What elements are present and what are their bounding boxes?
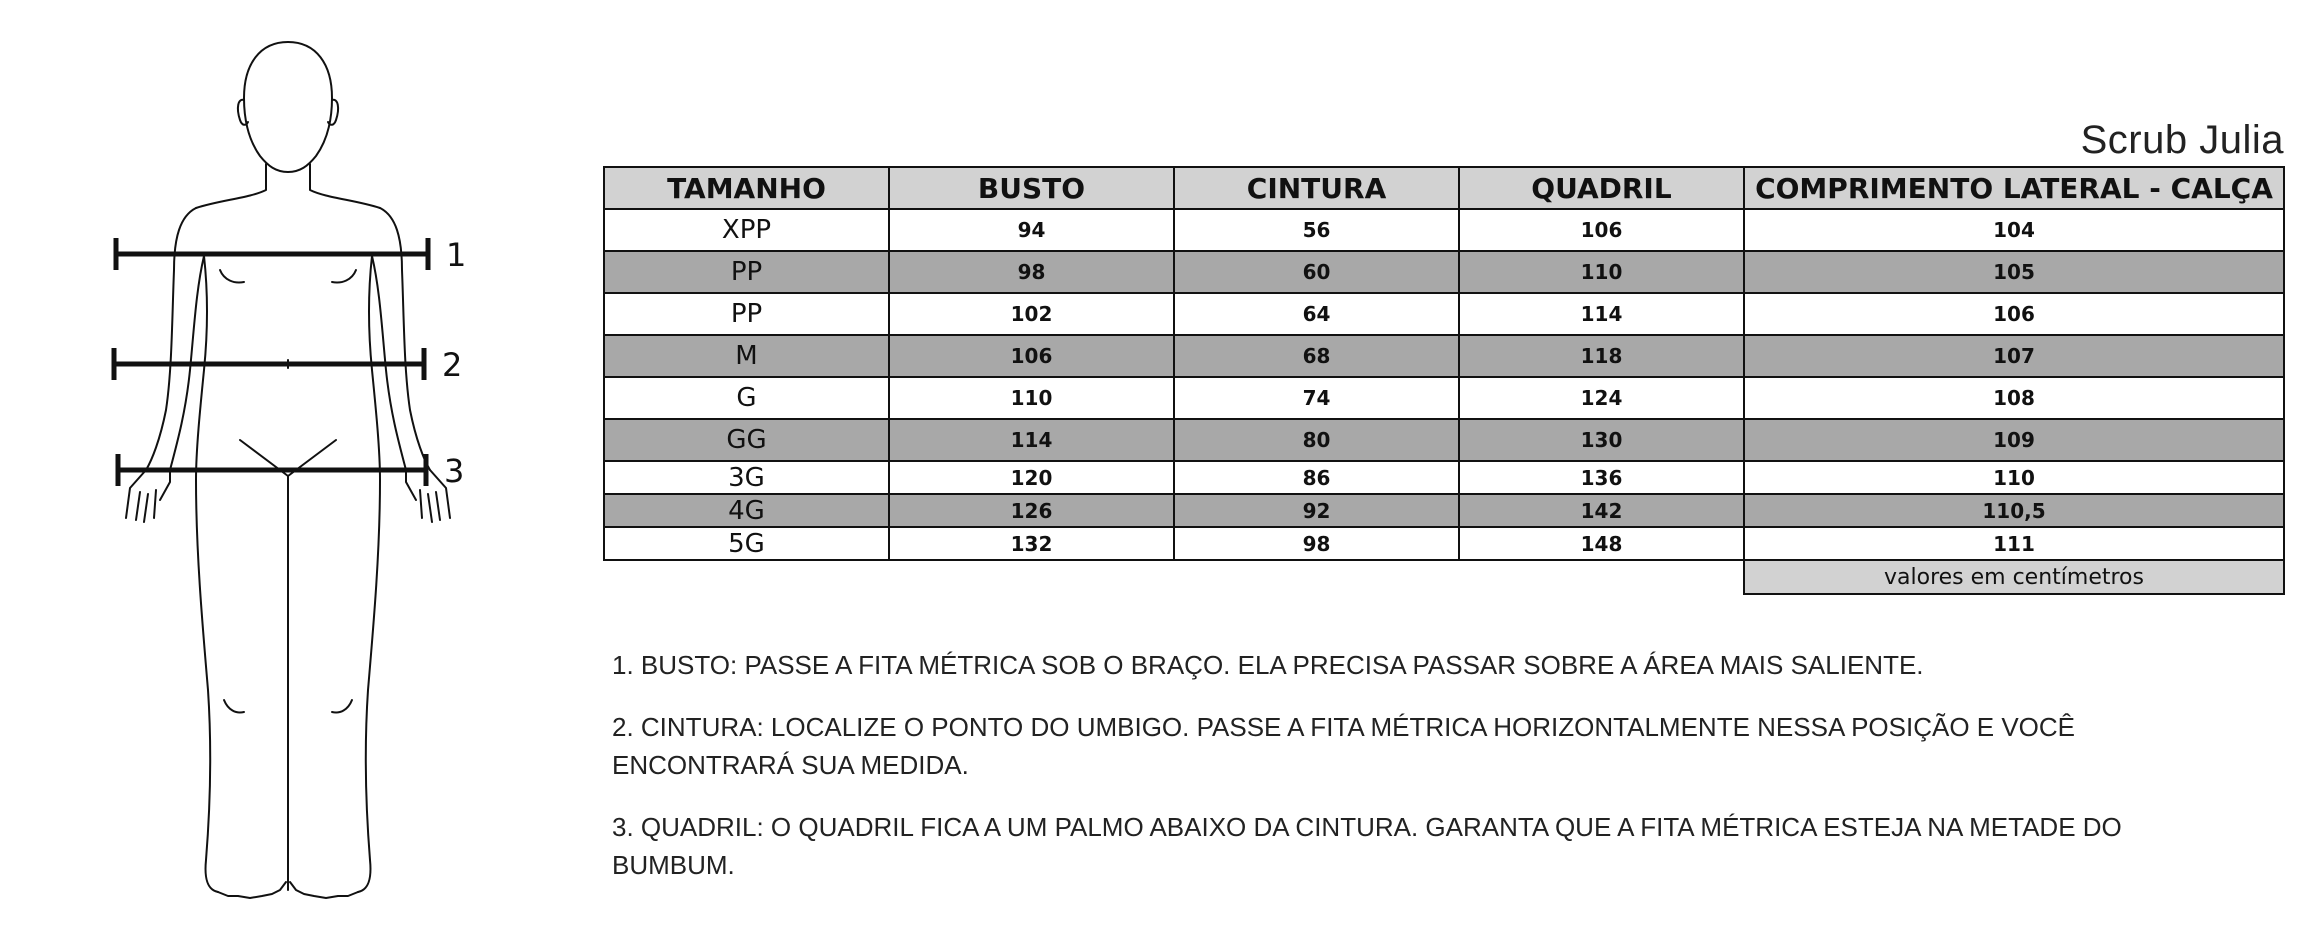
cintura-cell: 74 [1174,377,1459,419]
quadril-cell: 114 [1459,293,1744,335]
header-quadril: QUADRIL [1459,167,1744,209]
body-outline-icon [100,30,480,910]
size-cell: 3G [604,461,889,494]
instruction-busto: 1. BUSTO: PASSE A FITA MÉTRICA SOB O BRAÇO. ELA PRECISA PASSAR SOBRE A ÁREA MAIS SALIENTE. [612,650,1924,680]
cintura-cell: 98 [1174,527,1459,560]
comprimento-cell: 106 [1744,293,2284,335]
product-title: Scrub Julia [2080,118,2284,162]
busto-cell: 106 [889,335,1174,377]
table-header-row [604,167,2284,209]
table-row [604,377,2284,419]
comprimento-cell: 105 [1744,251,2284,293]
size-cell: G [604,377,889,419]
unit-note-row [604,560,2284,594]
busto-cell: 126 [889,494,1174,527]
table-row [604,251,2284,293]
busto-cell: 120 [889,461,1174,494]
quadril-cell: 106 [1459,209,1744,251]
body-measurement-figure [100,30,480,910]
mark-label-1: 1 [446,236,467,274]
comprimento-cell: 110,5 [1744,494,2284,527]
quadril-cell: 124 [1459,377,1744,419]
size-cell: 5G [604,527,889,560]
cintura-cell: 68 [1174,335,1459,377]
comprimento-cell: 104 [1744,209,2284,251]
cintura-cell: 92 [1174,494,1459,527]
cintura-cell: 86 [1174,461,1459,494]
table-row [604,209,2284,251]
instruction-cintura: 2. CINTURA: LOCALIZE O PONTO DO UMBIGO. PASSE A FITA MÉTRICA HORIZONTALMENTE NESSA POSIÇÃO E VOCÊ ENCONTRARÁ SUA MEDIDA. [612,712,2076,780]
quadril-cell: 142 [1459,494,1744,527]
busto-cell: 102 [889,293,1174,335]
size-cell: M [604,335,889,377]
table-row [604,494,2284,527]
cintura-cell: 56 [1174,209,1459,251]
cintura-cell: 60 [1174,251,1459,293]
comprimento-cell: 111 [1744,527,2284,560]
comprimento-cell: 110 [1744,461,2284,494]
quadril-cell: 110 [1459,251,1744,293]
unit-note: valores em centímetros [1744,560,2284,594]
table-row [604,419,2284,461]
quadril-cell: 148 [1459,527,1744,560]
table-row [604,293,2284,335]
size-chart-table [603,166,2285,595]
size-cell: GG [604,419,889,461]
size-cell: PP [604,251,889,293]
busto-cell: 94 [889,209,1174,251]
cintura-cell: 64 [1174,293,1459,335]
comprimento-cell: 108 [1744,377,2284,419]
header-busto: BUSTO [889,167,1174,209]
comprimento-cell: 109 [1744,419,2284,461]
quadril-cell: 130 [1459,419,1744,461]
measurement-lines [114,238,428,486]
size-cell: 4G [604,494,889,527]
instruction-quadril: 3. QUADRIL: O QUADRIL FICA A UM PALMO ABAIXO DA CINTURA. GARANTA QUE A FITA MÉTRICA ESTEJA NA METADE DO BUMBUM. [612,812,2122,880]
table-row [604,461,2284,494]
size-cell: XPP [604,209,889,251]
busto-cell: 114 [889,419,1174,461]
busto-cell: 110 [889,377,1174,419]
blank-cell [604,560,1744,594]
header-cintura: CINTURA [1174,167,1459,209]
header-tamanho: TAMANHO [604,167,889,209]
quadril-cell: 118 [1459,335,1744,377]
table-row [604,527,2284,560]
comprimento-cell: 107 [1744,335,2284,377]
table-row [604,335,2284,377]
quadril-cell: 136 [1459,461,1744,494]
busto-cell: 132 [889,527,1174,560]
mark-label-2: 2 [442,346,463,384]
header-comprimento: COMPRIMENTO LATERAL - CALÇA [1744,167,2284,209]
cintura-cell: 80 [1174,419,1459,461]
size-cell: PP [604,293,889,335]
busto-cell: 98 [889,251,1174,293]
measurement-instructions [612,646,2152,908]
mark-label-3: 3 [444,452,465,490]
